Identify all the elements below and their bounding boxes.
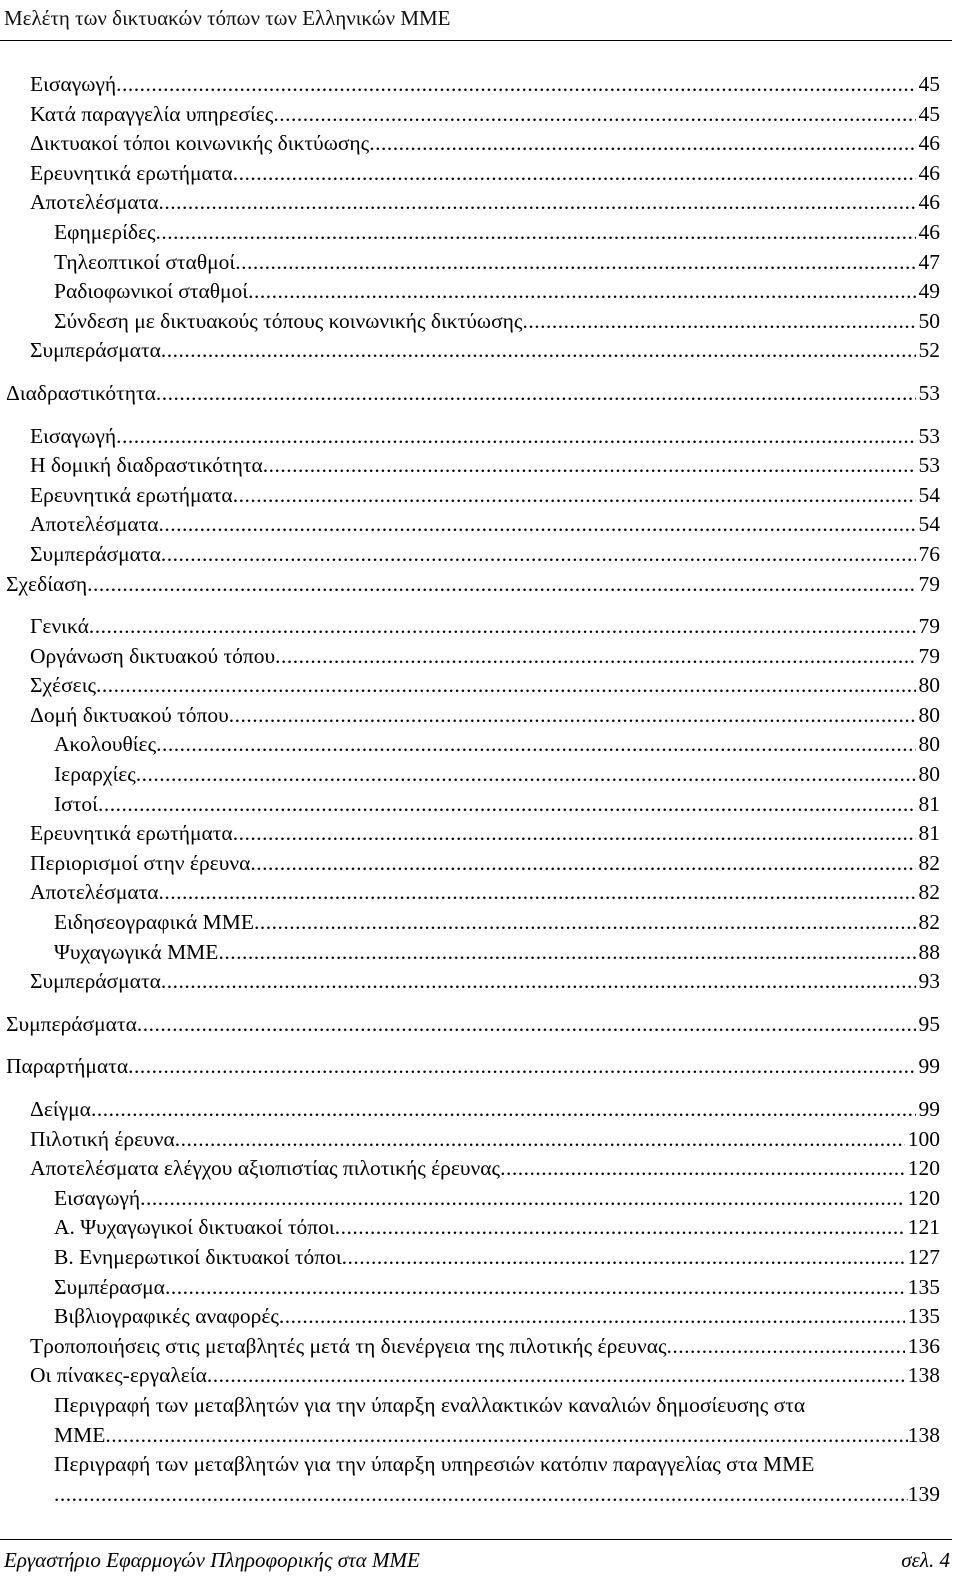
toc-entry-title: Αποτελέσματα — [30, 512, 159, 537]
toc-entry-page: 46 — [918, 160, 940, 185]
toc-entry[interactable] — [6, 1391, 940, 1450]
toc-entry-page: 80 — [918, 673, 940, 698]
toc-entry[interactable] — [6, 642, 940, 672]
toc-entry-title: Συμπεράσματα — [30, 541, 161, 566]
dot-leader — [161, 540, 916, 570]
toc-entry-page: 46 — [918, 190, 940, 215]
toc-entry-title: Συμπεράσματα — [30, 338, 161, 363]
dot-leader — [235, 248, 915, 278]
toc-entry-title: Β. Ενημερωτικοί δικτυακοί τόποι — [54, 1244, 342, 1269]
toc-entry-title: Συμπεράσματα — [30, 969, 161, 994]
toc-entry[interactable] — [6, 159, 940, 189]
dot-leader — [233, 159, 916, 189]
running-footer — [4, 1546, 950, 1574]
dot-leader — [273, 100, 915, 130]
toc-entry[interactable] — [6, 1273, 940, 1303]
toc-entry[interactable] — [6, 540, 940, 570]
toc-entry[interactable] — [6, 908, 940, 938]
footer-divider — [0, 1539, 952, 1540]
toc-entry-page: 45 — [918, 72, 940, 96]
toc-entry-title: Περιορισμοί στην έρευνα — [30, 850, 251, 875]
dot-leader — [91, 1095, 916, 1125]
toc-entry[interactable] — [6, 1302, 940, 1332]
toc-entry-title: Ιεραρχίες — [54, 762, 136, 787]
toc-entry-page: 52 — [918, 338, 940, 363]
toc-entry[interactable] — [6, 730, 940, 760]
toc-entry-title: Ερευνητικά ερωτήματα — [30, 160, 233, 185]
toc-entry[interactable] — [6, 1125, 940, 1155]
dot-leader — [159, 878, 916, 908]
toc-entry-page: 138 — [907, 1422, 940, 1447]
toc-entry-title: Σχεδίαση — [6, 571, 88, 596]
table-of-contents — [6, 70, 940, 1509]
toc-entry-title: Ερευνητικά ερωτήματα — [30, 482, 233, 507]
toc-entry-page: 120 — [907, 1156, 940, 1181]
toc-entry-page: 82 — [918, 880, 940, 905]
dot-leader — [156, 730, 915, 760]
toc-entry-page: 135 — [907, 1304, 940, 1329]
dot-leader — [248, 277, 915, 307]
toc-entry-page: 138 — [907, 1363, 940, 1388]
toc-entry-title: Ψυχαγωγικά ΜΜΕ — [54, 939, 219, 964]
dot-leader — [87, 570, 915, 600]
dot-leader — [233, 481, 916, 511]
dot-leader — [136, 760, 916, 790]
toc-entry-page: 136 — [907, 1333, 940, 1358]
dot-leader — [250, 849, 915, 879]
dot-leader — [218, 938, 915, 968]
toc-entry[interactable] — [6, 70, 940, 100]
toc-entry[interactable] — [6, 422, 940, 452]
toc-entry-page: 139 — [907, 1481, 940, 1506]
dot-leader — [98, 790, 916, 820]
toc-entry-page: 50 — [918, 308, 940, 333]
toc-entry[interactable] — [6, 1052, 940, 1082]
dot-leader — [342, 1243, 905, 1273]
toc-entry-title: Περιγραφή των μεταβλητών για την ύπαρξη υπηρεσιών κατόπιν παραγγελίας στα ΜΜΕ — [54, 1452, 815, 1477]
toc-entry-page: 53 — [918, 380, 940, 405]
dot-leader — [175, 1125, 905, 1155]
toc-entry-page: 80 — [918, 702, 940, 727]
dot-leader — [156, 218, 916, 248]
toc-entry-page: 81 — [918, 821, 940, 846]
toc-entry[interactable] — [6, 188, 940, 218]
dot-leader — [159, 188, 916, 218]
toc-entry[interactable] — [6, 129, 940, 159]
toc-entry[interactable] — [6, 1154, 940, 1184]
dot-leader — [500, 1154, 905, 1184]
toc-entry[interactable] — [6, 878, 940, 908]
toc-entry-page: 49 — [918, 279, 940, 304]
toc-entry-title: Γενικά — [30, 614, 89, 639]
toc-entry-page: 80 — [918, 762, 940, 787]
dot-leader — [263, 451, 916, 481]
dot-leader — [96, 671, 915, 701]
toc-entry-page: 82 — [918, 850, 940, 875]
dot-leader — [275, 642, 915, 672]
toc-entry-title: Η δομική διαδραστικότητα — [30, 453, 263, 478]
toc-entry-title: Ιστοί — [54, 791, 98, 816]
toc-entry[interactable] — [6, 100, 940, 130]
toc-entry-title: Αποτελέσματα — [30, 880, 159, 905]
dot-leader — [156, 379, 916, 409]
toc-entry-title: Αποτελέσματα ελέγχου αξιοπιστίας πιλοτικής έρευνας — [30, 1156, 501, 1181]
dot-leader — [233, 819, 916, 849]
toc-entry[interactable] — [6, 967, 940, 997]
toc-entry-title: Εισαγωγή — [30, 423, 117, 448]
dot-leader — [522, 307, 915, 337]
header-title: Μελέτη των δικτυακών τόπων των Ελληνικών ΜΜΕ — [4, 6, 451, 30]
toc-entry-page: 80 — [918, 732, 940, 757]
toc-entry-title: Περιγραφή των μεταβλητών για την ύπαρξη εναλλακτικών καναλιών δημοσίευσης στα — [54, 1392, 806, 1417]
toc-entry[interactable] — [6, 1243, 940, 1273]
dot-leader — [335, 1213, 905, 1243]
dot-leader — [161, 967, 916, 997]
toc-entry-title: Εισαγωγή — [54, 1185, 141, 1210]
footer-page-number: σελ. 4 — [901, 1548, 950, 1572]
toc-entry[interactable] — [6, 1361, 940, 1391]
dot-leader — [229, 701, 916, 731]
toc-entry-page: 82 — [918, 910, 940, 935]
toc-entry[interactable] — [6, 1010, 940, 1040]
toc-entry-page: 127 — [907, 1244, 940, 1269]
toc-entry[interactable] — [6, 849, 940, 879]
toc-entry-page: 88 — [918, 939, 940, 964]
toc-entry[interactable] — [6, 701, 940, 731]
toc-entry-page: 100 — [907, 1126, 940, 1151]
toc-entry-title: Δικτυακοί τόποι κοινωνικής δικτύωσης — [30, 131, 370, 156]
toc-entry-page: 54 — [918, 482, 940, 507]
toc-entry-title: Εισαγωγή — [30, 72, 117, 96]
toc-entry-page: 135 — [907, 1274, 940, 1299]
toc-entry-title: Διαδραστικότητα — [6, 380, 156, 405]
toc-entry[interactable] — [6, 218, 940, 248]
toc-entry-page: 79 — [918, 643, 940, 668]
toc-entry-page: 79 — [918, 614, 940, 639]
toc-entry-title: Εφημερίδες — [54, 219, 156, 244]
toc-entry-page: 79 — [918, 571, 940, 596]
toc-entry[interactable] — [6, 1184, 940, 1214]
toc-entry[interactable] — [6, 612, 940, 642]
toc-entry-title: Ειδησεογραφικά ΜΜΕ — [54, 910, 254, 935]
dot-leader — [116, 422, 915, 452]
toc-entry-title: Δείγμα — [30, 1097, 91, 1121]
footer-lab-name: Εργαστήριο Εφαρμογών Πληροφορικής στα ΜΜΕ — [4, 1548, 420, 1572]
dot-leader — [161, 336, 916, 366]
toc-entry[interactable] — [6, 379, 940, 409]
toc-entry-page: 53 — [918, 453, 940, 478]
toc-entry-title: Κατά παραγγελία υπηρεσίες — [30, 101, 274, 126]
toc-entry[interactable] — [6, 510, 940, 540]
toc-entry-page: 45 — [918, 101, 940, 126]
toc-entry[interactable] — [6, 790, 940, 820]
dot-leader — [207, 1361, 905, 1391]
toc-entry-title: Παραρτήματα — [6, 1054, 129, 1079]
dot-leader — [128, 1052, 915, 1082]
toc-entry[interactable] — [6, 481, 940, 511]
toc-entry-title: Ραδιοφωνικοί σταθμοί — [54, 279, 249, 304]
toc-entry[interactable] — [6, 336, 940, 366]
dot-leader — [159, 510, 916, 540]
toc-entry-title: Τροποποιήσεις στις μεταβλητές μετά τη διενέργεια της πιλοτικής έρευνας — [30, 1333, 667, 1358]
toc-entry[interactable] — [6, 570, 940, 600]
toc-entry-page: 95 — [918, 1011, 940, 1036]
toc-entry-page: 47 — [918, 249, 940, 274]
toc-entry-title: Σχέσεις — [30, 673, 97, 698]
toc-entry[interactable] — [6, 1332, 940, 1362]
toc-entry-title: Πιλοτική έρευνα — [30, 1126, 175, 1151]
toc-entry-page: 46 — [918, 131, 940, 156]
dot-leader — [140, 1184, 905, 1214]
toc-entry-page: 121 — [907, 1215, 940, 1240]
toc-entry-title: Σύνδεση με δικτυακούς τόπους κοινωνικής δικτύωσης — [54, 308, 523, 333]
toc-entry-title-continued: ΜΜΕ — [54, 1422, 106, 1447]
toc-entry[interactable] — [6, 760, 940, 790]
toc-entry-page: 81 — [918, 791, 940, 816]
toc-entry-page: 120 — [907, 1185, 940, 1210]
dot-leader — [54, 1480, 908, 1510]
dot-leader — [369, 129, 915, 159]
toc-entry[interactable] — [6, 451, 940, 481]
toc-entry-title: Συμπέρασμα — [54, 1274, 165, 1299]
toc-entry[interactable] — [6, 1450, 940, 1509]
toc-entry-title: Οργάνωση δικτυακού τόπου — [30, 643, 276, 668]
toc-entry-page: 99 — [918, 1054, 940, 1079]
toc-entry-page: 76 — [918, 541, 940, 566]
toc-entry[interactable] — [6, 1213, 940, 1243]
dot-leader — [279, 1302, 905, 1332]
dot-leader — [137, 1010, 916, 1040]
toc-entry-title: Αποτελέσματα — [30, 190, 159, 215]
toc-entry-title: Ερευνητικά ερωτήματα — [30, 821, 233, 846]
dot-leader — [89, 612, 916, 642]
toc-entry[interactable] — [6, 1095, 940, 1125]
dot-leader — [165, 1273, 905, 1303]
toc-entry-title: Δομή δικτυακού τόπου — [30, 702, 229, 727]
dot-leader — [667, 1332, 905, 1362]
toc-entry-title: Οι πίνακες-εργαλεία — [30, 1363, 207, 1388]
toc-entry[interactable] — [6, 938, 940, 968]
toc-entry-page: 93 — [918, 969, 940, 994]
toc-entry[interactable] — [6, 277, 940, 307]
toc-entry[interactable] — [6, 671, 940, 701]
toc-entry-page: 99 — [918, 1097, 940, 1121]
toc-entry-title: Βιβλιογραφικές αναφορές — [54, 1304, 279, 1329]
toc-entry[interactable] — [6, 248, 940, 278]
header-divider — [0, 40, 952, 41]
dot-leader — [116, 70, 915, 100]
toc-entry-title: Ακολουθίες — [54, 732, 157, 757]
toc-entry-title: Συμπεράσματα — [6, 1011, 137, 1036]
toc-entry-page: 53 — [918, 423, 940, 448]
dot-leader — [254, 908, 916, 938]
toc-entry-page: 54 — [918, 512, 940, 537]
toc-entry-title: Α. Ψυχαγωγικοί δικτυακοί τόποι — [54, 1215, 335, 1240]
toc-entry-title: Τηλεοπτικοί σταθμοί — [54, 249, 236, 274]
toc-entry[interactable] — [6, 307, 940, 337]
toc-entry-page: 46 — [918, 219, 940, 244]
toc-entry[interactable] — [6, 819, 940, 849]
dot-leader — [105, 1421, 907, 1451]
running-header — [4, 4, 950, 32]
